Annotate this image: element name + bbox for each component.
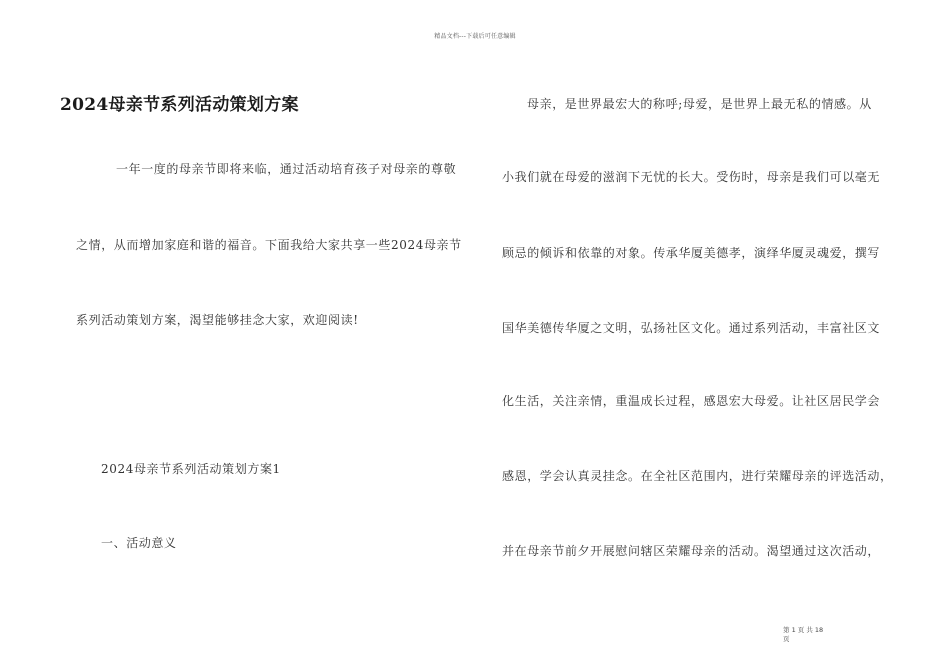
paragraph-line: 之情，从而增加家庭和谐的福音。下面我给大家共享一些2024母亲节 — [76, 238, 462, 252]
paragraph-line: 一年一度的母亲节即将来临，通过活动培育孩子对母亲的尊敬 — [116, 162, 457, 176]
paragraph-line: 顾忌的倾诉和依靠的对象。传承华厦美德孝，演绎华厦灵魂爱，撰写 — [502, 246, 881, 260]
paragraph-line: 化生活，关注亲情，重温成长过程，感恩宏大母爱。让社区居民学会 — [502, 394, 881, 408]
paragraph-line: 并在母亲节前夕开展慰问辖区荣耀母亲的活动。渴望通过这次活动， — [502, 544, 881, 558]
paragraph-line: 感恩，学会认真灵挂念。在全社区范围内，进行荣耀母亲的评选活动， — [502, 469, 893, 483]
page-header: 精品文档---下载后可任意编辑 — [434, 33, 516, 40]
paragraph-line: 母亲，是世界最宏大的称呼;母爱，是世界上最无私的情感。从 — [527, 97, 872, 111]
page-number-line: 页 — [783, 635, 790, 643]
document-title: 2024母亲节系列活动策划方案 — [60, 95, 299, 115]
section-title: 2024母亲节系列活动策划方案1 — [101, 462, 281, 476]
paragraph-line: 小我们就在母爱的滋润下无忧的长大。受伤时，母亲是我们可以毫无 — [502, 170, 881, 184]
page-number-line: 第 1 页 共 18 — [783, 626, 824, 634]
paragraph-line: 系列活动策划方案，渴望能够挂念大家，欢迎阅读! — [76, 313, 359, 327]
page-number — [783, 626, 823, 644]
paragraph-line: 国华美德传华厦之文明，弘扬社区文化。通过系列活动，丰富社区文 — [502, 321, 881, 335]
subsection-title: 一、活动意义 — [101, 536, 177, 550]
